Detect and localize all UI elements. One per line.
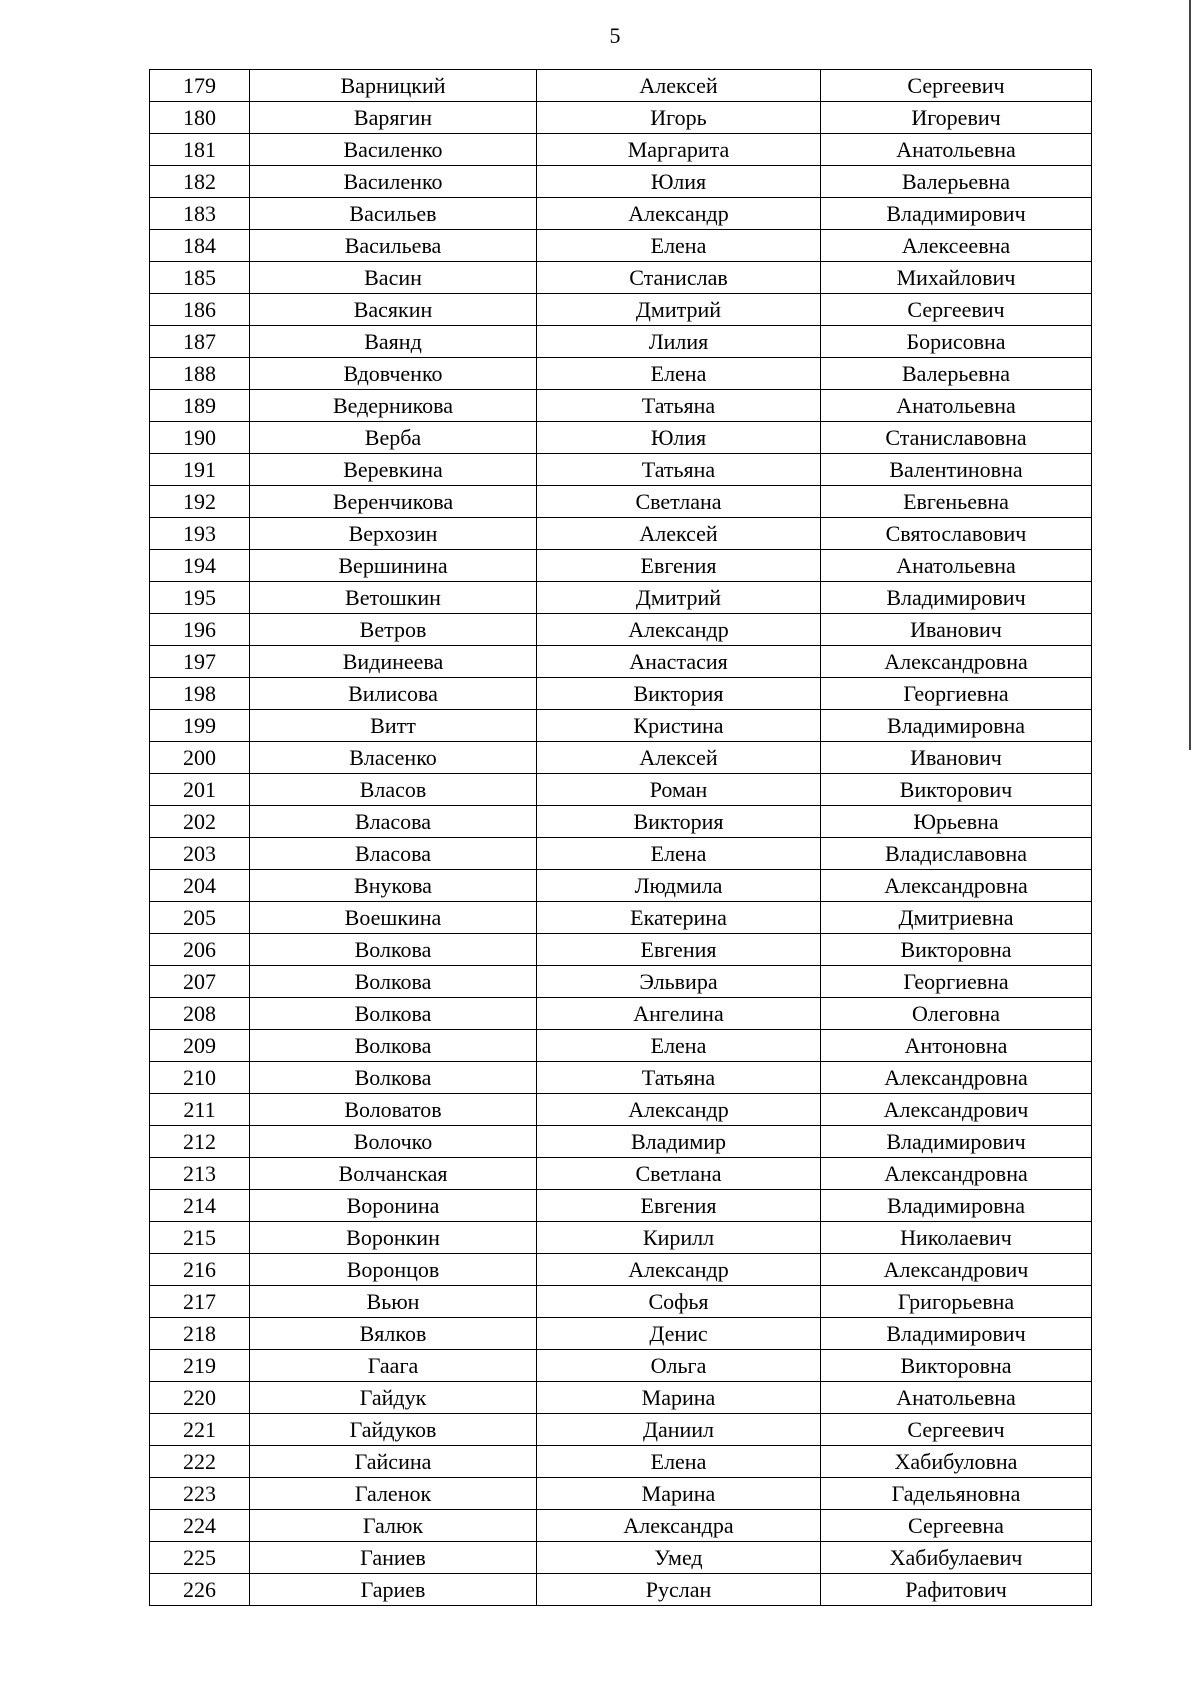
first-name-cell: Анастасия bbox=[537, 646, 821, 678]
row-number-cell: 209 bbox=[150, 1030, 250, 1062]
patronymic-cell: Владимирович bbox=[821, 1126, 1092, 1158]
row-number-cell: 181 bbox=[150, 134, 250, 166]
first-name-cell: Александр bbox=[537, 1094, 821, 1126]
first-name-cell: Кристина bbox=[537, 710, 821, 742]
last-name-cell: Ветошкин bbox=[250, 582, 537, 614]
patronymic-cell: Александровна bbox=[821, 646, 1092, 678]
first-name-cell: Даниил bbox=[537, 1414, 821, 1446]
last-name-cell: Внукова bbox=[250, 870, 537, 902]
first-name-cell: Елена bbox=[537, 358, 821, 390]
row-number-cell: 189 bbox=[150, 390, 250, 422]
roster-body bbox=[150, 70, 1092, 1606]
last-name-cell: Василенко bbox=[250, 134, 537, 166]
row-number-cell: 193 bbox=[150, 518, 250, 550]
row-number-cell: 182 bbox=[150, 166, 250, 198]
row-number-cell: 218 bbox=[150, 1318, 250, 1350]
patronymic-cell: Владиславовна bbox=[821, 838, 1092, 870]
table-row bbox=[150, 742, 1092, 774]
row-number-cell: 179 bbox=[150, 70, 250, 102]
row-number-cell: 206 bbox=[150, 934, 250, 966]
row-number-cell: 198 bbox=[150, 678, 250, 710]
patronymic-cell: Гадельяновна bbox=[821, 1478, 1092, 1510]
first-name-cell: Елена bbox=[537, 1030, 821, 1062]
patronymic-cell: Анатольевна bbox=[821, 134, 1092, 166]
first-name-cell: Александр bbox=[537, 1254, 821, 1286]
row-number-cell: 190 bbox=[150, 422, 250, 454]
last-name-cell: Васякин bbox=[250, 294, 537, 326]
table-row bbox=[150, 390, 1092, 422]
last-name-cell: Верхозин bbox=[250, 518, 537, 550]
row-number-cell: 207 bbox=[150, 966, 250, 998]
last-name-cell: Вершинина bbox=[250, 550, 537, 582]
row-number-cell: 202 bbox=[150, 806, 250, 838]
last-name-cell: Воронина bbox=[250, 1190, 537, 1222]
patronymic-cell: Владимирович bbox=[821, 582, 1092, 614]
first-name-cell: Виктория bbox=[537, 678, 821, 710]
row-number-cell: 212 bbox=[150, 1126, 250, 1158]
patronymic-cell: Александровна bbox=[821, 870, 1092, 902]
table-row bbox=[150, 1158, 1092, 1190]
first-name-cell: Кирилл bbox=[537, 1222, 821, 1254]
row-number-cell: 195 bbox=[150, 582, 250, 614]
patronymic-cell: Сергеевич bbox=[821, 70, 1092, 102]
patronymic-cell: Сергеевич bbox=[821, 294, 1092, 326]
row-number-cell: 213 bbox=[150, 1158, 250, 1190]
row-number-cell: 215 bbox=[150, 1222, 250, 1254]
last-name-cell: Воловатов bbox=[250, 1094, 537, 1126]
table-row bbox=[150, 1254, 1092, 1286]
first-name-cell: Светлана bbox=[537, 1158, 821, 1190]
table-row bbox=[150, 1062, 1092, 1094]
table-row bbox=[150, 294, 1092, 326]
row-number-cell: 186 bbox=[150, 294, 250, 326]
first-name-cell: Евгения bbox=[537, 550, 821, 582]
last-name-cell: Волкова bbox=[250, 966, 537, 998]
row-number-cell: 214 bbox=[150, 1190, 250, 1222]
patronymic-cell: Святославович bbox=[821, 518, 1092, 550]
first-name-cell: Дмитрий bbox=[537, 294, 821, 326]
patronymic-cell: Евгеньевна bbox=[821, 486, 1092, 518]
first-name-cell: Александра bbox=[537, 1510, 821, 1542]
patronymic-cell: Викторович bbox=[821, 774, 1092, 806]
row-number-cell: 205 bbox=[150, 902, 250, 934]
last-name-cell: Воронкин bbox=[250, 1222, 537, 1254]
first-name-cell: Алексей bbox=[537, 518, 821, 550]
last-name-cell: Вьюн bbox=[250, 1286, 537, 1318]
patronymic-cell: Владимировна bbox=[821, 710, 1092, 742]
table-row bbox=[150, 358, 1092, 390]
row-number-cell: 211 bbox=[150, 1094, 250, 1126]
first-name-cell: Марина bbox=[537, 1382, 821, 1414]
last-name-cell: Витт bbox=[250, 710, 537, 742]
table-row bbox=[150, 1446, 1092, 1478]
table-row bbox=[150, 870, 1092, 902]
first-name-cell: Татьяна bbox=[537, 1062, 821, 1094]
table-row bbox=[150, 198, 1092, 230]
last-name-cell: Ветров bbox=[250, 614, 537, 646]
patronymic-cell: Борисовна bbox=[821, 326, 1092, 358]
last-name-cell: Васильев bbox=[250, 198, 537, 230]
row-number-cell: 216 bbox=[150, 1254, 250, 1286]
patronymic-cell: Георгиевна bbox=[821, 678, 1092, 710]
row-number-cell: 210 bbox=[150, 1062, 250, 1094]
table-row bbox=[150, 1190, 1092, 1222]
table-row bbox=[150, 1414, 1092, 1446]
first-name-cell: Юлия bbox=[537, 422, 821, 454]
row-number-cell: 194 bbox=[150, 550, 250, 582]
first-name-cell: Татьяна bbox=[537, 454, 821, 486]
first-name-cell: Марина bbox=[537, 1478, 821, 1510]
patronymic-cell: Владимировна bbox=[821, 1190, 1092, 1222]
last-name-cell: Васильева bbox=[250, 230, 537, 262]
last-name-cell: Варницкий bbox=[250, 70, 537, 102]
table-row bbox=[150, 262, 1092, 294]
table-row bbox=[150, 422, 1092, 454]
scan-edge-line bbox=[1189, 0, 1191, 750]
first-name-cell: Елена bbox=[537, 1446, 821, 1478]
first-name-cell: Роман bbox=[537, 774, 821, 806]
row-number-cell: 221 bbox=[150, 1414, 250, 1446]
last-name-cell: Власов bbox=[250, 774, 537, 806]
table-row bbox=[150, 166, 1092, 198]
last-name-cell: Видинеева bbox=[250, 646, 537, 678]
first-name-cell: Руслан bbox=[537, 1574, 821, 1606]
row-number-cell: 226 bbox=[150, 1574, 250, 1606]
row-number-cell: 223 bbox=[150, 1478, 250, 1510]
last-name-cell: Васин bbox=[250, 262, 537, 294]
row-number-cell: 208 bbox=[150, 998, 250, 1030]
row-number-cell: 183 bbox=[150, 198, 250, 230]
patronymic-cell: Станиславовна bbox=[821, 422, 1092, 454]
table-row bbox=[150, 1030, 1092, 1062]
last-name-cell: Волкова bbox=[250, 1062, 537, 1094]
first-name-cell: Юлия bbox=[537, 166, 821, 198]
table-row bbox=[150, 1542, 1092, 1574]
patronymic-cell: Хабибуловна bbox=[821, 1446, 1092, 1478]
patronymic-cell: Александрович bbox=[821, 1254, 1092, 1286]
table-row bbox=[150, 1350, 1092, 1382]
table-row bbox=[150, 678, 1092, 710]
patronymic-cell: Игоревич bbox=[821, 102, 1092, 134]
table-row bbox=[150, 326, 1092, 358]
patronymic-cell: Иванович bbox=[821, 742, 1092, 774]
table-row bbox=[150, 1510, 1092, 1542]
last-name-cell: Варягин bbox=[250, 102, 537, 134]
first-name-cell: Евгения bbox=[537, 1190, 821, 1222]
table-row bbox=[150, 1094, 1092, 1126]
table-row bbox=[150, 582, 1092, 614]
table-row bbox=[150, 806, 1092, 838]
patronymic-cell: Александровна bbox=[821, 1158, 1092, 1190]
last-name-cell: Гариев bbox=[250, 1574, 537, 1606]
last-name-cell: Веревкина bbox=[250, 454, 537, 486]
last-name-cell: Власова bbox=[250, 838, 537, 870]
patronymic-cell: Анатольевна bbox=[821, 390, 1092, 422]
table-row bbox=[150, 774, 1092, 806]
patronymic-cell: Антоновна bbox=[821, 1030, 1092, 1062]
last-name-cell: Вилисова bbox=[250, 678, 537, 710]
last-name-cell: Власова bbox=[250, 806, 537, 838]
patronymic-cell: Николаевич bbox=[821, 1222, 1092, 1254]
last-name-cell: Вдовченко bbox=[250, 358, 537, 390]
patronymic-cell: Олеговна bbox=[821, 998, 1092, 1030]
row-number-cell: 204 bbox=[150, 870, 250, 902]
page-number: 5 bbox=[609, 23, 621, 48]
table-row bbox=[150, 998, 1092, 1030]
patronymic-cell: Юрьевна bbox=[821, 806, 1092, 838]
row-number-cell: 180 bbox=[150, 102, 250, 134]
patronymic-cell: Георгиевна bbox=[821, 966, 1092, 998]
first-name-cell: Лилия bbox=[537, 326, 821, 358]
first-name-cell: Софья bbox=[537, 1286, 821, 1318]
last-name-cell: Волкова bbox=[250, 934, 537, 966]
last-name-cell: Волочко bbox=[250, 1126, 537, 1158]
first-name-cell: Умед bbox=[537, 1542, 821, 1574]
first-name-cell: Маргарита bbox=[537, 134, 821, 166]
row-number-cell: 203 bbox=[150, 838, 250, 870]
last-name-cell: Веренчикова bbox=[250, 486, 537, 518]
first-name-cell: Евгения bbox=[537, 934, 821, 966]
row-number-cell: 197 bbox=[150, 646, 250, 678]
patronymic-cell: Александрович bbox=[821, 1094, 1092, 1126]
table-row bbox=[150, 1222, 1092, 1254]
patronymic-cell: Рафитович bbox=[821, 1574, 1092, 1606]
first-name-cell: Александр bbox=[537, 614, 821, 646]
first-name-cell: Алексей bbox=[537, 742, 821, 774]
row-number-cell: 188 bbox=[150, 358, 250, 390]
table-row bbox=[150, 102, 1092, 134]
table-row bbox=[150, 1286, 1092, 1318]
row-number-cell: 201 bbox=[150, 774, 250, 806]
last-name-cell: Волчанская bbox=[250, 1158, 537, 1190]
table-row bbox=[150, 646, 1092, 678]
patronymic-cell: Валерьевна bbox=[821, 358, 1092, 390]
table-row bbox=[150, 934, 1092, 966]
patronymic-cell: Дмитриевна bbox=[821, 902, 1092, 934]
first-name-cell: Татьяна bbox=[537, 390, 821, 422]
first-name-cell: Виктория bbox=[537, 806, 821, 838]
patronymic-cell: Хабибулаевич bbox=[821, 1542, 1092, 1574]
last-name-cell: Ведерникова bbox=[250, 390, 537, 422]
patronymic-cell: Валерьевна bbox=[821, 166, 1092, 198]
patronymic-cell: Александровна bbox=[821, 1062, 1092, 1094]
patronymic-cell: Валентиновна bbox=[821, 454, 1092, 486]
row-number-cell: 184 bbox=[150, 230, 250, 262]
patronymic-cell: Викторовна bbox=[821, 934, 1092, 966]
last-name-cell: Гайсина bbox=[250, 1446, 537, 1478]
table-row bbox=[150, 230, 1092, 262]
table-row bbox=[150, 838, 1092, 870]
patronymic-cell: Михайлович bbox=[821, 262, 1092, 294]
first-name-cell: Станислав bbox=[537, 262, 821, 294]
patronymic-cell: Сергеевич bbox=[821, 1414, 1092, 1446]
table-row bbox=[150, 1478, 1092, 1510]
last-name-cell: Воронцов bbox=[250, 1254, 537, 1286]
patronymic-cell: Григорьевна bbox=[821, 1286, 1092, 1318]
table-row bbox=[150, 550, 1092, 582]
patronymic-cell: Сергеевна bbox=[821, 1510, 1092, 1542]
row-number-cell: 219 bbox=[150, 1350, 250, 1382]
table-row bbox=[150, 1318, 1092, 1350]
row-number-cell: 191 bbox=[150, 454, 250, 486]
patronymic-cell: Анатольевна bbox=[821, 1382, 1092, 1414]
last-name-cell: Галенок bbox=[250, 1478, 537, 1510]
last-name-cell: Верба bbox=[250, 422, 537, 454]
last-name-cell: Ваянд bbox=[250, 326, 537, 358]
last-name-cell: Галюк bbox=[250, 1510, 537, 1542]
last-name-cell: Воешкина bbox=[250, 902, 537, 934]
last-name-cell: Волкова bbox=[250, 998, 537, 1030]
first-name-cell: Владимир bbox=[537, 1126, 821, 1158]
last-name-cell: Вялков bbox=[250, 1318, 537, 1350]
row-number-cell: 196 bbox=[150, 614, 250, 646]
row-number-cell: 220 bbox=[150, 1382, 250, 1414]
last-name-cell: Василенко bbox=[250, 166, 537, 198]
first-name-cell: Елена bbox=[537, 230, 821, 262]
patronymic-cell: Владимирович bbox=[821, 1318, 1092, 1350]
patronymic-cell: Анатольевна bbox=[821, 550, 1092, 582]
patronymic-cell: Викторовна bbox=[821, 1350, 1092, 1382]
patronymic-cell: Владимирович bbox=[821, 198, 1092, 230]
first-name-cell: Игорь bbox=[537, 102, 821, 134]
row-number-cell: 217 bbox=[150, 1286, 250, 1318]
first-name-cell: Елена bbox=[537, 838, 821, 870]
table-row bbox=[150, 1126, 1092, 1158]
first-name-cell: Светлана bbox=[537, 486, 821, 518]
table-row bbox=[150, 134, 1092, 166]
table-row bbox=[150, 70, 1092, 102]
first-name-cell: Ольга bbox=[537, 1350, 821, 1382]
table-row bbox=[150, 966, 1092, 998]
table-row bbox=[150, 454, 1092, 486]
first-name-cell: Александр bbox=[537, 198, 821, 230]
last-name-cell: Волкова bbox=[250, 1030, 537, 1062]
last-name-cell: Гайдук bbox=[250, 1382, 537, 1414]
table-row bbox=[150, 1382, 1092, 1414]
row-number-cell: 224 bbox=[150, 1510, 250, 1542]
first-name-cell: Алексей bbox=[537, 70, 821, 102]
table-row bbox=[150, 902, 1092, 934]
roster-table bbox=[149, 69, 1092, 1606]
row-number-cell: 199 bbox=[150, 710, 250, 742]
row-number-cell: 185 bbox=[150, 262, 250, 294]
last-name-cell: Гайдуков bbox=[250, 1414, 537, 1446]
patronymic-cell: Иванович bbox=[821, 614, 1092, 646]
patronymic-cell: Алексеевна bbox=[821, 230, 1092, 262]
table-row bbox=[150, 1574, 1092, 1606]
first-name-cell: Екатерина bbox=[537, 902, 821, 934]
last-name-cell: Власенко bbox=[250, 742, 537, 774]
row-number-cell: 192 bbox=[150, 486, 250, 518]
row-number-cell: 187 bbox=[150, 326, 250, 358]
last-name-cell: Гаага bbox=[250, 1350, 537, 1382]
last-name-cell: Ганиев bbox=[250, 1542, 537, 1574]
table-row bbox=[150, 518, 1092, 550]
table-row bbox=[150, 710, 1092, 742]
first-name-cell: Дмитрий bbox=[537, 582, 821, 614]
table-row bbox=[150, 614, 1092, 646]
row-number-cell: 200 bbox=[150, 742, 250, 774]
row-number-cell: 225 bbox=[150, 1542, 250, 1574]
row-number-cell: 222 bbox=[150, 1446, 250, 1478]
table-row bbox=[150, 486, 1092, 518]
first-name-cell: Денис bbox=[537, 1318, 821, 1350]
first-name-cell: Эльвира bbox=[537, 966, 821, 998]
first-name-cell: Людмила bbox=[537, 870, 821, 902]
first-name-cell: Ангелина bbox=[537, 998, 821, 1030]
